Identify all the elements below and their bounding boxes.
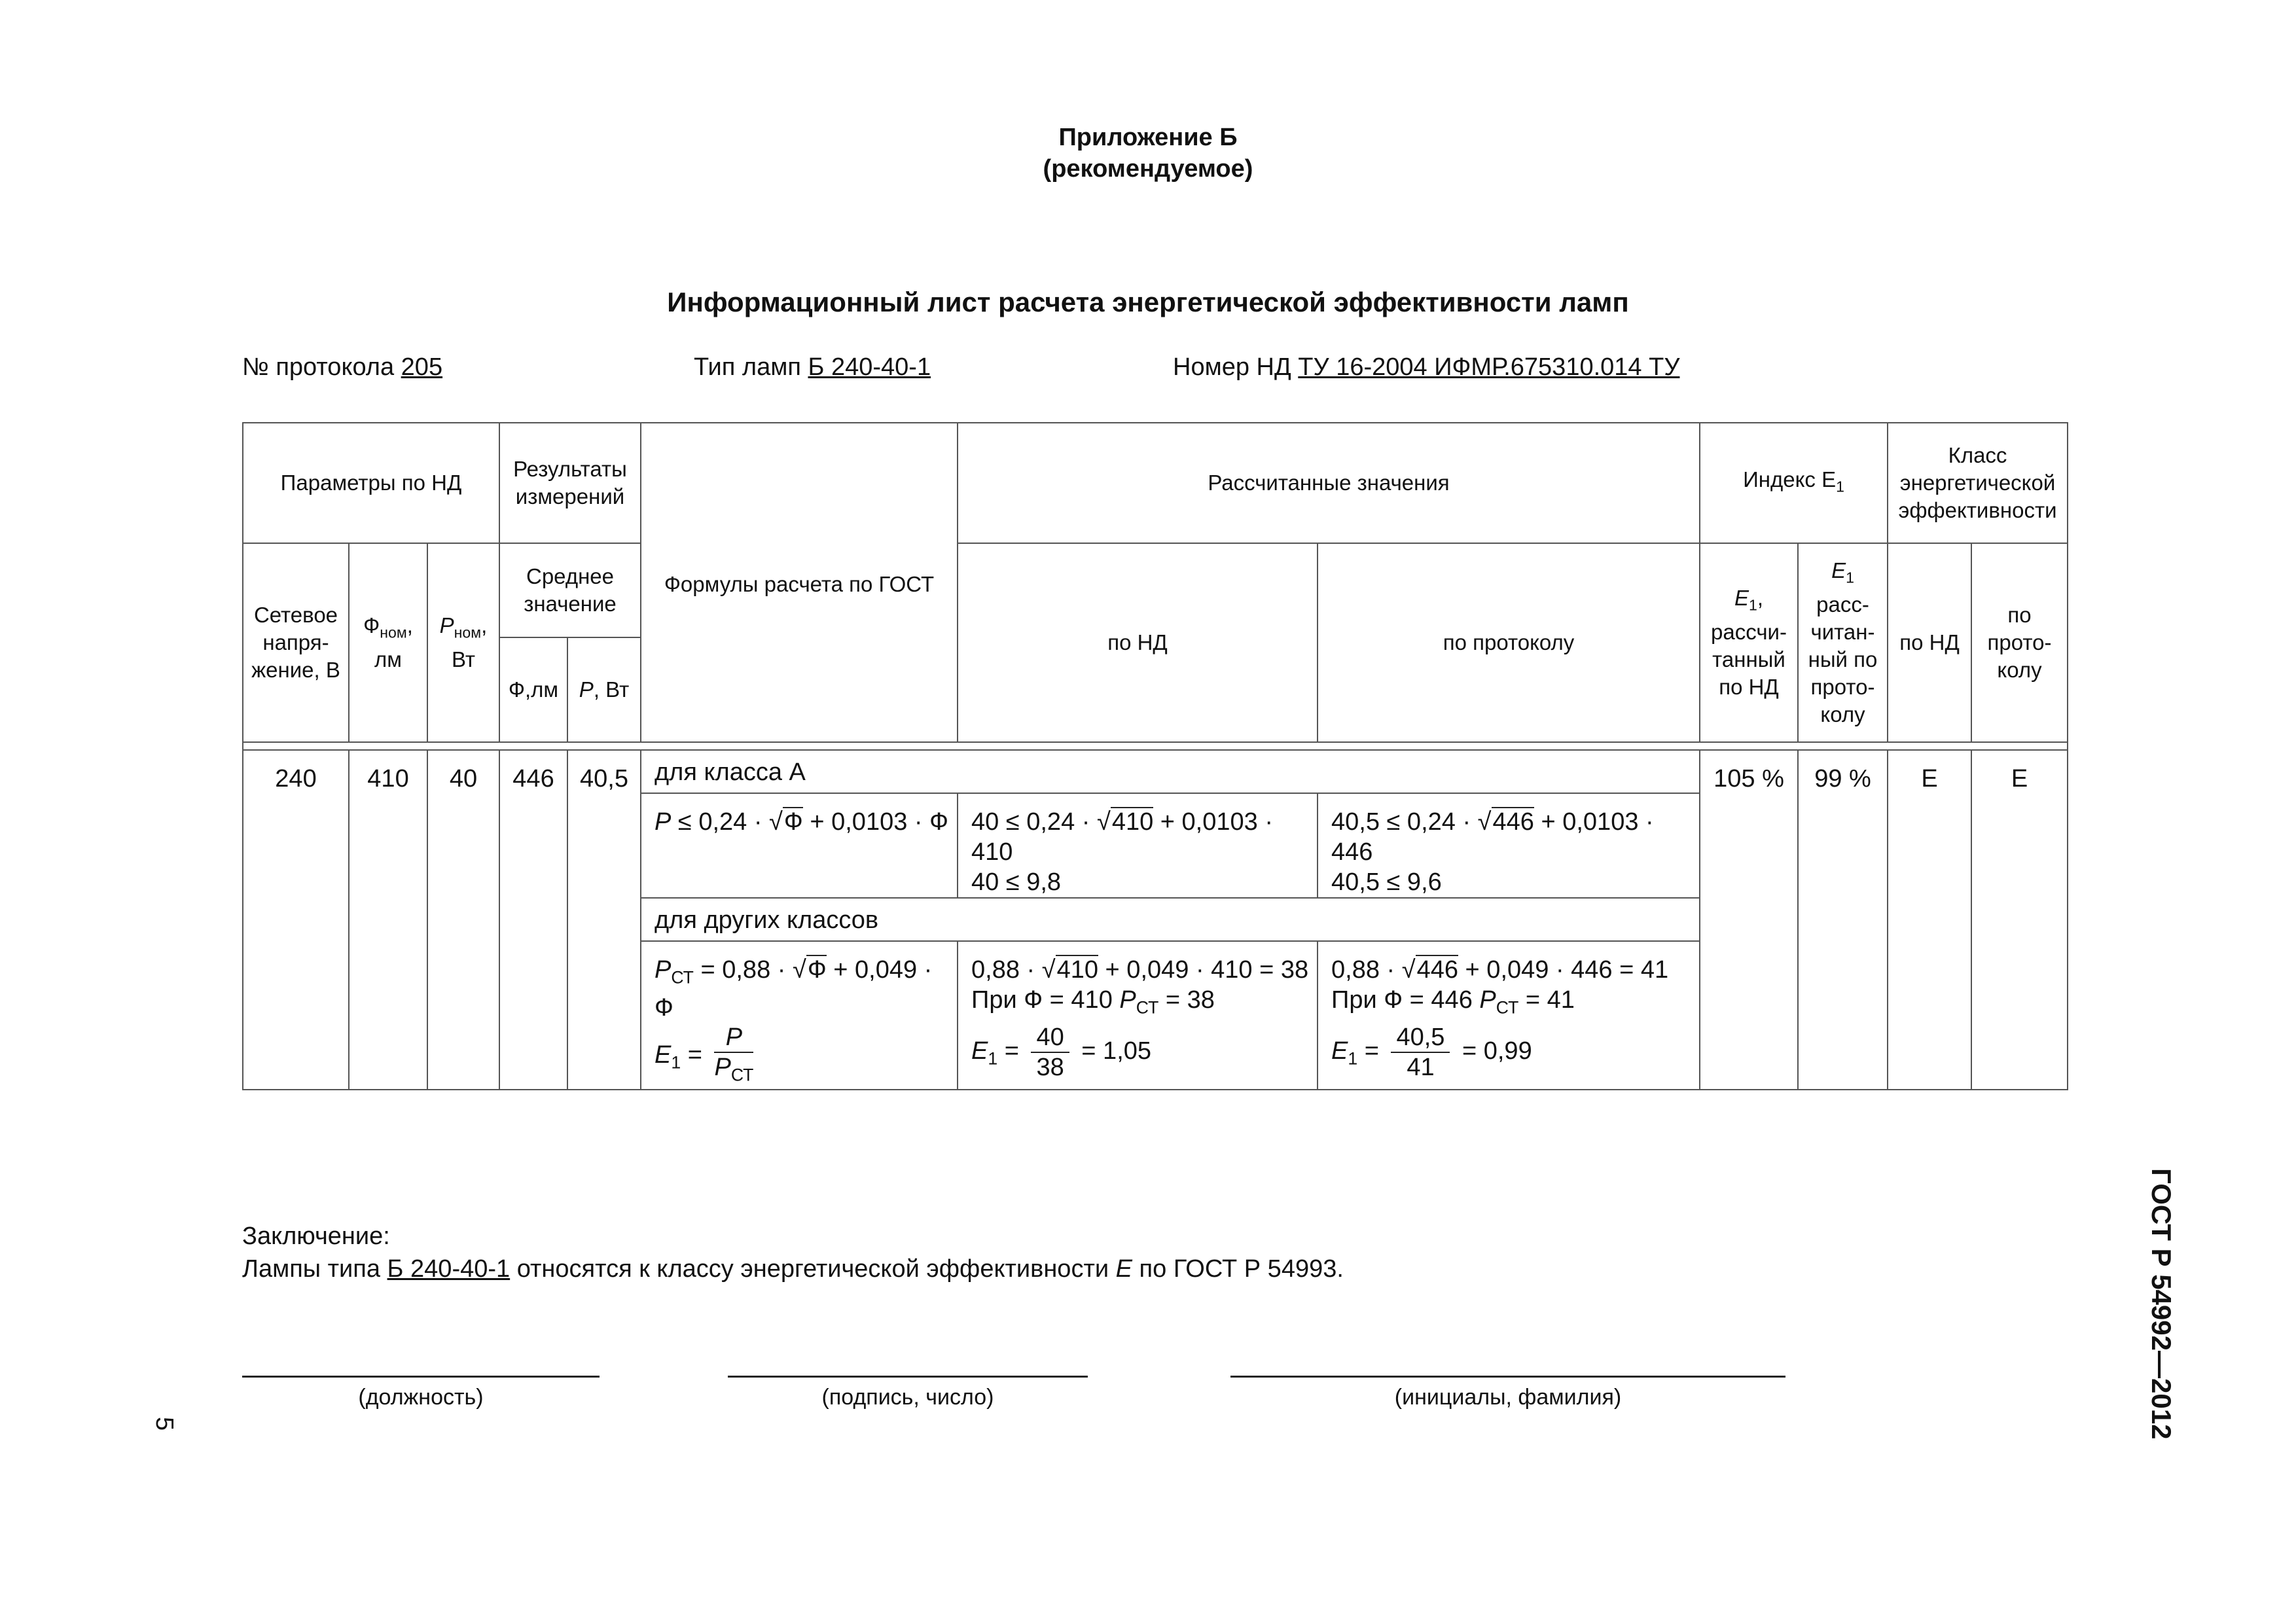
conclusion-class: E: [1115, 1255, 1132, 1283]
class-a-nd-tail: + 0,0103 · 410: [971, 808, 1273, 866]
class-a-prot-line2: 40,5 ≤ 9,6: [1331, 868, 1442, 896]
pst-symbol: P: [655, 956, 672, 984]
e1-sub: 1: [671, 1052, 681, 1073]
other-prot-l2-sub: СТ: [1496, 997, 1519, 1018]
cell-class-nd: E: [1888, 750, 1971, 1090]
other-nd-line3: [971, 1023, 1312, 1082]
class-a-nd-line1: [971, 807, 1312, 867]
e1-numerator: P: [714, 1023, 753, 1053]
other-prot-l2-tail: = 41: [1518, 986, 1575, 1014]
header-row-1: [243, 423, 2068, 543]
lamp-type-label: Тип ламп: [694, 353, 801, 381]
class-a-nd-calc: [958, 793, 1318, 898]
header-phi-meas: Ф,лм: [499, 637, 567, 742]
other-nd-l2-sub: СТ: [1136, 997, 1159, 1018]
other-nd-l2-p: P: [1119, 986, 1136, 1014]
header-class-protocol: по прото-колу: [1971, 543, 2068, 742]
index-label: Индекс E: [1743, 467, 1837, 491]
e1-symbol: E: [655, 1041, 672, 1069]
class-a-formula: [641, 793, 958, 898]
conclusion-lamp-type: Б 240-40-1: [387, 1255, 511, 1283]
other-formula: [641, 941, 958, 1090]
class-a-protocol-calc: [1318, 793, 1700, 898]
cell-e1-nd: 105 %: [1700, 750, 1798, 1090]
e1-fraction: [714, 1023, 753, 1090]
name-line: [1230, 1376, 1785, 1378]
p-nom-symbol: P: [439, 613, 454, 637]
other-prot-tail: + 0,049 · 446 = 41: [1458, 956, 1669, 984]
protocol-number: [242, 353, 442, 382]
appendix-status: (рекомендуемое): [1043, 155, 1253, 183]
class-a-prot-tail: + 0,0103 · 446: [1331, 808, 1654, 866]
pst-tail: + 0,049 · Ф: [655, 956, 933, 1022]
conclusion-pre: Лампы типа: [242, 1255, 387, 1283]
other-nd-result: = 1,05: [1074, 1037, 1152, 1065]
other-nd-l2-tail: = 38: [1158, 986, 1215, 1014]
other-prot-fraction: [1391, 1023, 1450, 1082]
other-nd-e1: E: [971, 1037, 988, 1065]
cell-p-nom: 40: [427, 750, 499, 1090]
class-a-nd-pre: 40 ≤ 0,24 · √: [971, 808, 1111, 836]
header-measurements: Результаты измерений: [499, 423, 641, 543]
other-prot-e1-eq: =: [1357, 1037, 1386, 1065]
header-e1-nd: [1700, 543, 1798, 742]
other-nd-pre: 0,88 · √: [971, 956, 1056, 984]
other-prot-line3: [1331, 1023, 1694, 1082]
phi-nom-unit: , лм: [374, 613, 413, 672]
class-a-prot-pre: 40,5 ≤ 0,24 · √: [1331, 808, 1492, 836]
other-prot-pre: 0,88 · √: [1331, 956, 1416, 984]
pst-formula: [655, 955, 952, 1023]
header-separator: [243, 742, 2068, 750]
signature-caption: (подпись, число): [821, 1385, 994, 1410]
other-prot-rad: 446: [1416, 956, 1458, 984]
header-mean-value: Среднее значение: [499, 543, 641, 637]
document-code: ГОСТ Р 54992—2012: [2146, 1168, 2177, 1440]
e1-denominator: [714, 1053, 753, 1090]
nd-number: [1173, 353, 1679, 382]
other-prot-e1-sub: 1: [1348, 1048, 1358, 1069]
header-p-nom: [427, 543, 499, 742]
p-nom-sub: ном: [454, 624, 482, 641]
appendix-heading: [0, 122, 2296, 185]
e1-den-sub: СТ: [730, 1065, 754, 1085]
header-row-2: [243, 543, 2068, 637]
p-meas-unit: , Вт: [593, 677, 630, 702]
e1-prot-sub: 1: [1846, 569, 1854, 586]
class-a-nd-rad: 410: [1111, 808, 1154, 836]
conclusion-post: по ГОСТ Р 54993.: [1132, 1255, 1344, 1283]
other-classes-label: для других классов: [641, 898, 1700, 941]
phi-nom-symbol: Ф: [363, 613, 380, 637]
pst-sub: СТ: [671, 967, 694, 988]
protocol-label: № протокола: [242, 353, 395, 381]
p-meas-symbol: P: [579, 677, 594, 702]
cell-p-meas: 40,5: [567, 750, 641, 1090]
header-efficiency-class: Класс энергетической эффективности: [1888, 423, 2068, 543]
class-a-p: P: [655, 808, 672, 836]
conclusion-text: [242, 1255, 1344, 1283]
e1-prot-symbol: E: [1831, 558, 1846, 582]
nd-label: Номер НД: [1173, 353, 1291, 381]
other-prot-line1: [1331, 955, 1694, 985]
header-class-nd: по НД: [1888, 543, 1971, 742]
index-sub: 1: [1836, 478, 1844, 495]
e1-prot-text: расс-читан-ный по прото-колу: [1808, 592, 1878, 727]
other-nd-l2-pre: При Ф = 410: [971, 986, 1120, 1014]
e1-formula: [655, 1023, 952, 1090]
header-p-meas: [567, 637, 641, 742]
other-nd-line1: [971, 955, 1312, 985]
cell-voltage: 240: [243, 750, 349, 1090]
header-index: [1700, 423, 1888, 543]
p-nom-unit: , Вт: [451, 613, 488, 672]
class-a-tail: + 0,0103 · Ф: [802, 808, 949, 836]
other-nd-e1-eq: =: [997, 1037, 1026, 1065]
page-number: 5: [151, 1417, 178, 1431]
class-a-prot-line1: [1331, 807, 1694, 867]
other-prot-num: 40,5: [1391, 1023, 1450, 1053]
phi-nom-sub: ном: [380, 624, 407, 641]
cell-e1-protocol: 99 %: [1798, 750, 1888, 1090]
header-phi-nom: [349, 543, 427, 742]
class-a-nd-line2: 40 ≤ 9,8: [971, 868, 1062, 896]
e1-eq: =: [681, 1041, 709, 1069]
other-prot-result: = 0,99: [1455, 1037, 1532, 1065]
other-protocol-calc: [1318, 941, 1700, 1090]
cell-class-protocol: E: [1971, 750, 2068, 1090]
other-nd-num: 40: [1031, 1023, 1069, 1053]
other-prot-l2-p: P: [1479, 986, 1496, 1014]
class-a-prot-rad: 446: [1492, 808, 1534, 836]
other-nd-rad: 410: [1056, 956, 1098, 984]
other-prot-den: 41: [1407, 1053, 1435, 1081]
separator-cell: [243, 742, 2068, 750]
sheet-title: Информационный лист расчета энергетической эффективности ламп: [667, 287, 1629, 317]
other-prot-l2-pre: При Ф = 446: [1331, 986, 1480, 1014]
other-prot-e1: E: [1331, 1037, 1348, 1065]
e1-nd-text: , рассчи-танный по НД: [1711, 585, 1787, 700]
nd-value: ТУ 16-2004 ИФМР.675310.014 ТУ: [1298, 353, 1680, 381]
other-prot-line2: [1331, 985, 1694, 1023]
other-nd-den: 38: [1036, 1053, 1064, 1081]
signature-line: [728, 1376, 1088, 1378]
e1-nd-sub: 1: [1749, 596, 1757, 614]
appendix-title: Приложение Б: [1058, 124, 1238, 151]
other-nd-fraction: [1031, 1023, 1069, 1082]
header-voltage: Сетевое напря-жение, В: [243, 543, 349, 742]
cell-phi-nom: 410: [349, 750, 427, 1090]
pst-pre: = 0,88 · √: [693, 956, 806, 984]
header-calculated: Рассчитанные значения: [958, 423, 1700, 543]
table-row: [243, 750, 2068, 793]
other-nd-line2: [971, 985, 1312, 1023]
lamp-type: [694, 353, 931, 382]
conclusion-mid: относятся к классу энергетической эффективности: [510, 1255, 1116, 1283]
header-by-nd: по НД: [958, 543, 1318, 742]
name-caption: (инициалы, фамилия): [1394, 1385, 1622, 1410]
cell-phi-meas: 446: [499, 750, 567, 1090]
lamp-type-value: Б 240-40-1: [808, 353, 931, 381]
class-a-rad: Ф: [783, 808, 803, 836]
other-nd-e1-sub: 1: [988, 1048, 998, 1069]
class-a-rel: ≤ 0,24 · √: [671, 808, 783, 836]
protocol-value: 205: [401, 353, 443, 381]
position-caption: (должность): [358, 1385, 484, 1410]
other-nd-tail: + 0,049 · 410 = 38: [1098, 956, 1309, 984]
conclusion-label: Заключение:: [242, 1222, 390, 1250]
position-line: [242, 1376, 600, 1378]
other-nd-calc: [958, 941, 1318, 1090]
header-formulas: Формулы расчета по ГОСТ: [641, 423, 958, 742]
e1-den-symbol: P: [714, 1053, 731, 1081]
header-by-protocol: по протоколу: [1318, 543, 1700, 742]
e1-nd-symbol: E: [1734, 585, 1749, 610]
class-a-label: для класса А: [641, 750, 1700, 793]
calculation-table: [242, 422, 2068, 1090]
header-e1-protocol: [1798, 543, 1888, 742]
pst-rad: Ф: [807, 956, 827, 984]
header-nd-params: Параметры по НД: [243, 423, 499, 543]
